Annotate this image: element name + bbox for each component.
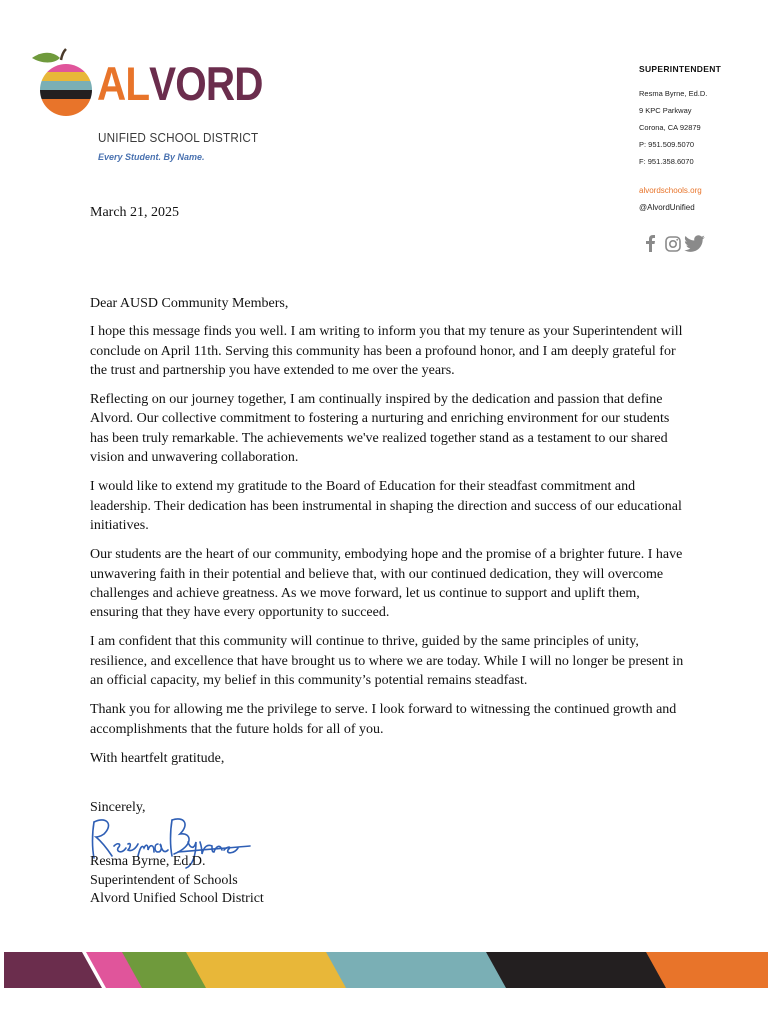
contact-title: SUPERINTENDENT <box>639 64 722 74</box>
logo-letter: R <box>205 57 235 110</box>
logo-tagline: Every Student. By Name. <box>98 152 205 162</box>
instagram-icon[interactable] <box>666 237 680 251</box>
paragraph-5: I am confident that this community will continue to thrive, guided by the same principles of unity, resilience, and excellence that have brought us to where we are today. While I will no longer be present in an official capacity, my belief in this community’s potential remains steadfast. <box>90 634 684 689</box>
social-icons <box>643 234 711 254</box>
paragraph-6: Thank you for allowing me the privilege to serve. I look forward to witnessing the continued growth and accomplishments that the future holds for all of you. <box>90 702 677 737</box>
logo-letter: O <box>175 57 206 110</box>
signer-title: Superintendent of Schools <box>90 872 238 888</box>
sign-off: Sincerely, <box>90 800 146 815</box>
paragraph-3: I would like to extend my gratitude to the Board of Education for their steadfast commitment and leadership. Their dedication has been instrumental in shaping the direction and success of our educational initiatives. <box>90 479 682 533</box>
stripe-segment <box>4 952 102 988</box>
closing: With heartfelt gratitude, <box>90 750 225 766</box>
stripe-segment <box>486 952 670 988</box>
contact-phone: P: 951.509.5070 <box>639 140 695 149</box>
logo-letter: V <box>149 57 176 110</box>
contact-fax: F: 951.358.6070 <box>639 157 694 166</box>
logo-letter: D <box>234 57 263 110</box>
stripe-segment <box>646 952 768 988</box>
facebook-icon[interactable] <box>646 235 655 252</box>
logo-wordmark <box>97 57 263 110</box>
letter-body <box>90 294 690 778</box>
contact-name: Resma Byrne, Ed.D. <box>639 89 708 98</box>
signature-block <box>90 853 264 909</box>
stripe-segment <box>186 952 350 988</box>
signer-name: Resma Byrne, Ed.D. <box>90 854 206 869</box>
twitter-icon[interactable] <box>684 235 705 252</box>
footer-color-stripe <box>0 948 768 992</box>
logo-letter: L <box>125 57 150 110</box>
social-handle: @AlvordUnified <box>639 203 695 212</box>
paragraph-1: I hope this message finds you well. I am writing to inform you that my tenure as your Superintendent will conclude on April 11th. Serving this community has been a profound honor, and I am deeply grateful for the trust and partnership you have extended to me over the years. <box>90 324 683 378</box>
salutation: Dear AUSD Community Members, <box>90 296 289 311</box>
contact-address-line2: Corona, CA 92879 <box>639 123 701 132</box>
paragraph-4: Our students are the heart of our community, embodying hope and the promise of a brighter future. I have unwavering faith in their potential and believe that, with our continued dedication, they will overcome challenges and achieve greatness. As we move forward, let us continue to support and uplift them, ensuring that they have every opportunity to succeed. <box>90 547 683 621</box>
signer-organization: Alvord Unified School District <box>90 891 264 906</box>
apple-logo-icon <box>30 44 100 124</box>
letter-date: March 21, 2025 <box>90 205 180 220</box>
stripe-segment <box>326 952 510 988</box>
contact-block <box>639 64 721 212</box>
paragraph-2: Reflecting on our journey together, I am continually inspired by the dedication and passion that define Alvord. Our collective commitment to fostering a nurturing and enriching environment for our students has been truly remarkable. The achievements we've realized together stand as a testament to our shared vision and unwavering collaboration. <box>90 392 670 466</box>
contact-address-line1: 9 KPC Parkway <box>639 106 692 115</box>
logo-district-name: UNIFIED SCHOOL DISTRICT <box>98 130 259 145</box>
website-link[interactable]: alvordschools.org <box>639 186 702 195</box>
logo-letter: A <box>97 57 126 110</box>
